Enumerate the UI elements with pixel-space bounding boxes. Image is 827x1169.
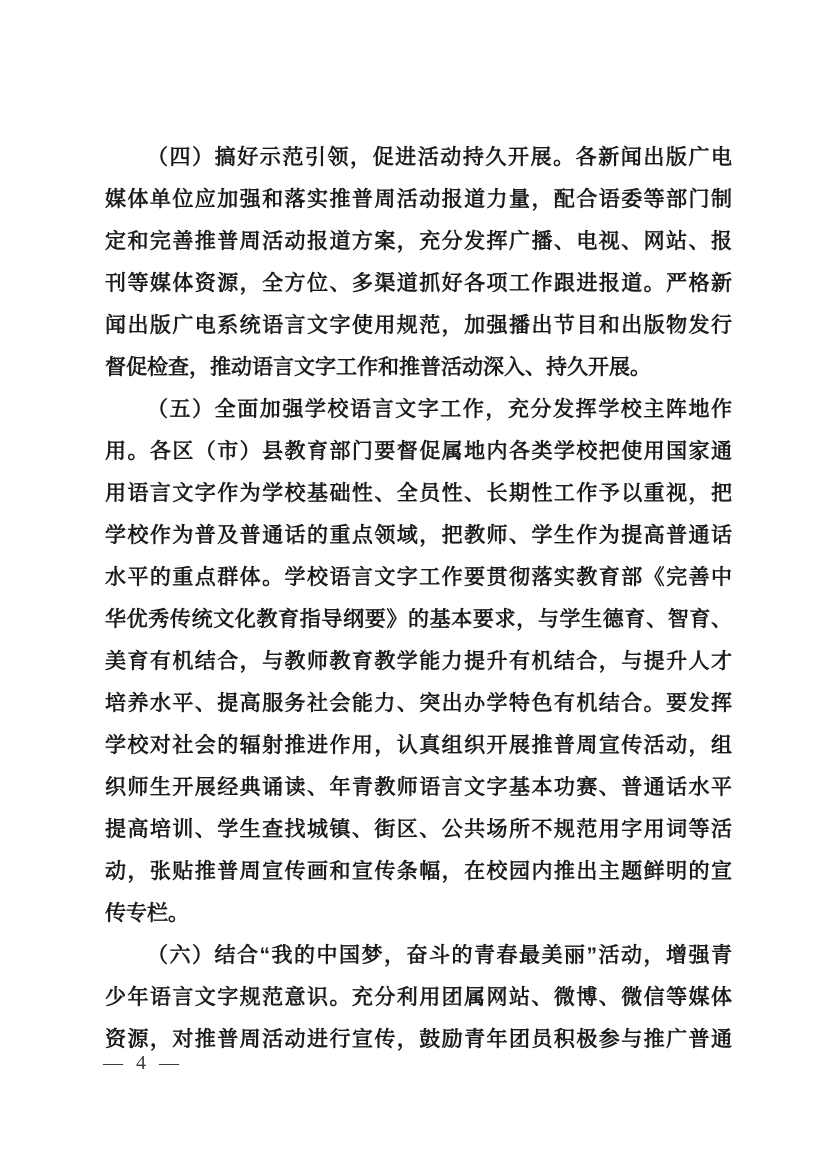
text-line: 美育有机结合，与教师教育教学能力提升有机结合，与提升人才: [105, 650, 732, 673]
text-line: 督促检查，推动语言文字工作和推普活动深入、持久开展。: [105, 356, 651, 379]
text-line: （四）搞好示范引领，促进活动持久开展。各新闻出版广电: [147, 146, 732, 169]
text-line: 资源，对推普周活动进行宣传，鼓励青年团员积极参与推广普通: [105, 1028, 732, 1051]
text-line: 用。各区（市）县教育部门要督促属地内各类学校把使用国家通: [105, 440, 732, 463]
text-line: 定和完善推普周活动报道方案，充分发挥广播、电视、网站、报: [105, 230, 732, 253]
text-line: 用语言文字作为学校基础性、全员性、长期性工作予以重视，把: [105, 482, 732, 505]
text-line: 刊等媒体资源，全方位、多渠道抓好各项工作跟进报道。严格新: [105, 272, 732, 295]
text-line: 提高培训、学生查找城镇、街区、公共场所不规范用字用词等活: [105, 818, 732, 841]
document-body-text: [105, 137, 732, 1061]
text-line: （五）全面加强学校语言文字工作，充分发挥学校主阵地作: [147, 398, 732, 421]
page-number: — 4 —: [103, 1052, 183, 1074]
text-line: 学校对社会的辐射推进作用，认真组织开展推普周宣传活动，组: [105, 734, 732, 757]
text-line: （六）结合“我的中国梦，奋斗的青春最美丽”活动，增强青: [147, 944, 732, 967]
text-line: 闻出版广电系统语言文字使用规范，加强播出节目和出版物发行: [105, 314, 732, 337]
text-line: 华优秀传统文化教育指导纲要》的基本要求，与学生德育、智育、: [105, 608, 732, 631]
text-line: 媒体单位应加强和落实推普周活动报道力量，配合语委等部门制: [105, 188, 732, 211]
text-line: 学校作为普及普通话的重点领域，把教师、学生作为提高普通话: [105, 524, 732, 547]
text-line: 织师生开展经典诵读、年青教师语言文字基本功赛、普通话水平: [105, 776, 732, 799]
text-line: 少年语言文字规范意识。充分利用团属网站、微博、微信等媒体: [105, 986, 732, 1009]
text-line: 培养水平、提高服务社会能力、突出办学特色有机结合。要发挥: [105, 692, 732, 715]
text-line: 水平的重点群体。学校语言文字工作要贯彻落实教育部《完善中: [105, 566, 732, 589]
text-line: 动，张贴推普周宣传画和宣传条幅，在校园内推出主题鲜明的宣: [105, 860, 732, 883]
text-line: 传专栏。: [105, 902, 189, 925]
